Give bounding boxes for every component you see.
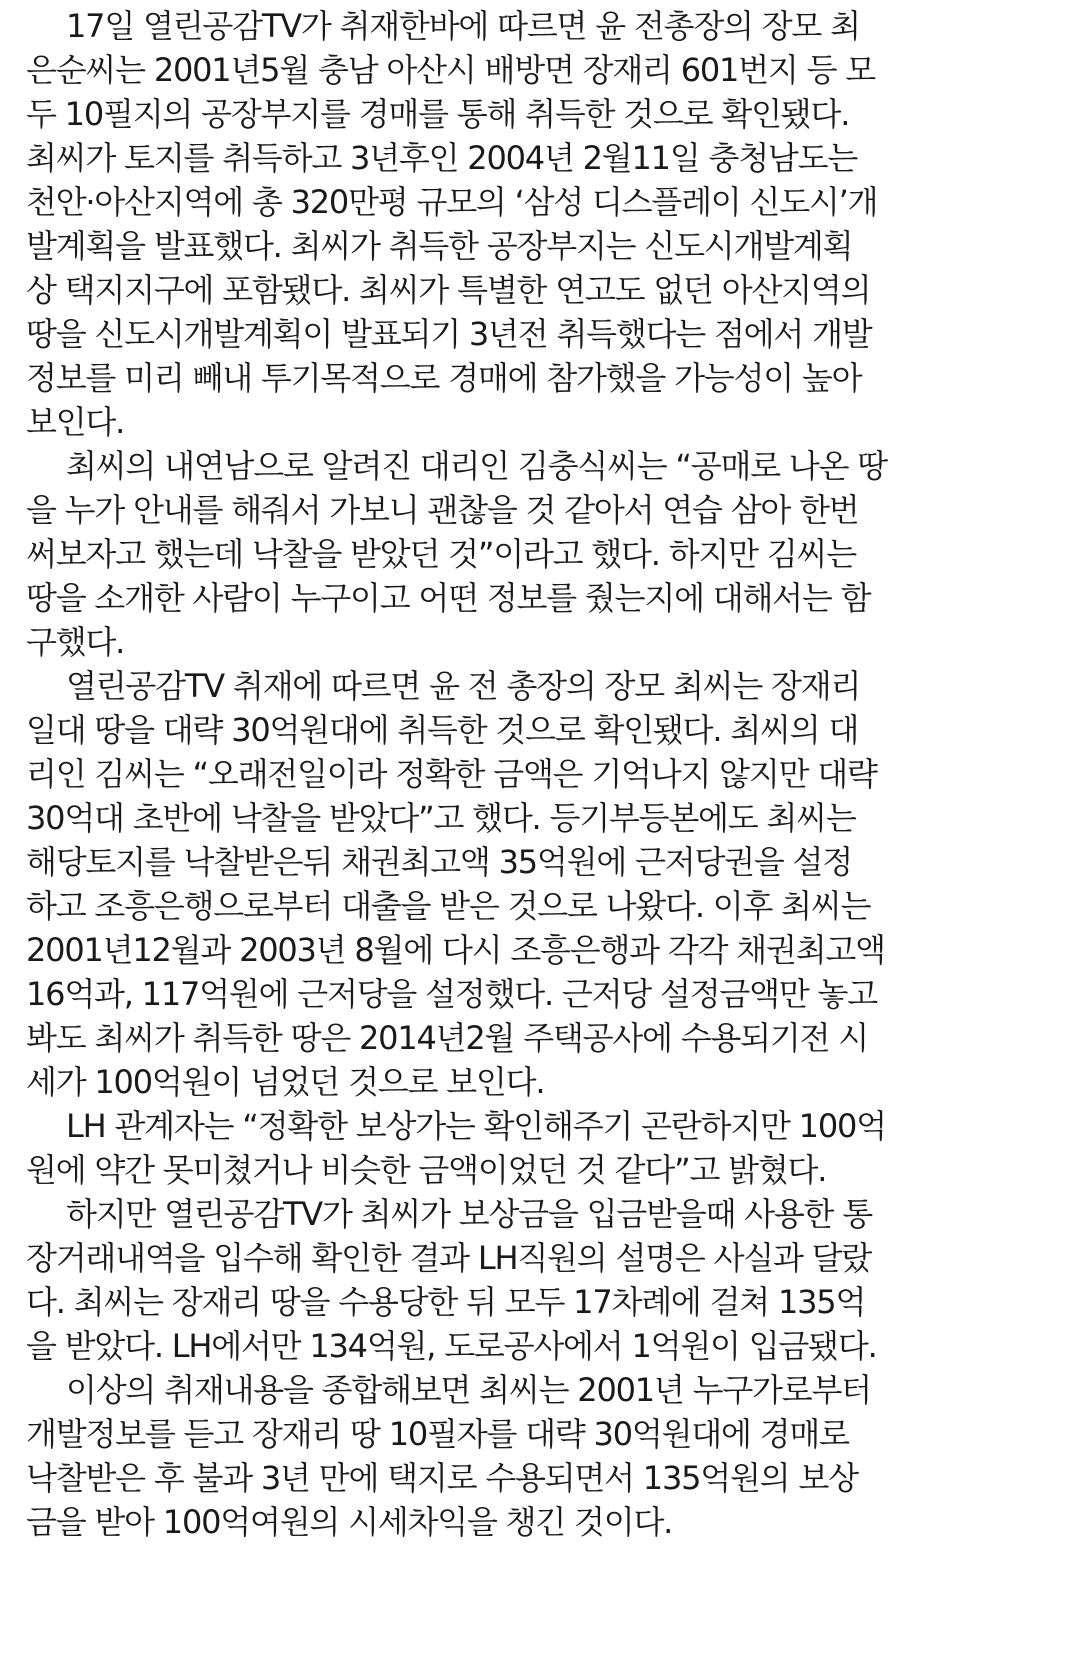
paragraph-line: 하고 조흥은행으로부터 대출을 받은 것으로 나왔다. 이후 최씨는 bbox=[26, 887, 871, 925]
paragraph-line: 세가 100억원이 넘었던 것으로 보인다. bbox=[26, 1063, 545, 1101]
article-body bbox=[26, 0, 1066, 1544]
paragraph-line: 땅을 신도시개발계획이 발표되기 3년전 취득했다는 점에서 개발 bbox=[26, 315, 872, 353]
paragraph-line: LH 관계자는 “정확한 보상가는 확인해주기 곤란하지만 100억 bbox=[66, 1107, 886, 1145]
paragraph-line: 열린공감TV 취재에 따르면 윤 전 총장의 장모 최씨는 장재리 bbox=[66, 667, 861, 705]
paragraph-line: 일대 땅을 대략 30억원대에 취득한 것으로 확인됐다. 최씨의 대 bbox=[26, 711, 859, 749]
paragraph-line: 발계획을 발표했다. 최씨가 취득한 공장부지는 신도시개발계획 bbox=[26, 227, 853, 265]
paragraph-line: 리인 김씨는 “오래전일이라 정확한 금액은 기억나지 않지만 대략 bbox=[26, 755, 877, 793]
paragraph-line: 땅을 소개한 사람이 누구이고 어떤 정보를 줬는지에 대해서는 함 bbox=[26, 579, 871, 617]
paragraph-line: 장거래내역을 입수해 확인한 결과 LH직원의 설명은 사실과 달랐 bbox=[26, 1239, 872, 1277]
paragraph-line: 을 누가 안내를 해줘서 가보니 괜찮을 것 같아서 연습 삼아 한번 bbox=[26, 491, 859, 529]
paragraph-line: 써보자고 했는데 낙찰을 받았던 것”이라고 했다. 하지만 김씨는 bbox=[26, 535, 856, 573]
paragraph-line: 개발정보를 듣고 장재리 땅 10필자를 대략 30억원대에 경매로 bbox=[26, 1415, 849, 1453]
paragraph-line: 금을 받아 100억여원의 시세차익을 챙긴 것이다. bbox=[26, 1503, 673, 1541]
paragraph-line: 해당토지를 낙찰받은뒤 채권최고액 35억원에 근저당권을 설정 bbox=[26, 843, 852, 881]
paragraph-line: 다. 최씨는 장재리 땅을 수용당한 뒤 모두 17차례에 걸쳐 135억 bbox=[26, 1283, 866, 1321]
paragraph-line: 두 10필지의 공장부지를 경매를 통해 취득한 것으로 확인됐다. bbox=[26, 95, 850, 133]
paragraph-line: 최씨가 토지를 취득하고 3년후인 2004년 2월11일 충청남도는 bbox=[26, 139, 858, 177]
paragraph-line: 원에 약간 못미쳤거나 비슷한 금액이었던 것 같다”고 밝혔다. bbox=[26, 1151, 827, 1189]
paragraph-line: 정보를 미리 빼내 투기목적으로 경매에 참가했을 가능성이 높아 bbox=[26, 359, 862, 397]
paragraph-line: 봐도 최씨가 취득한 땅은 2014년2월 주택공사에 수용되기전 시 bbox=[26, 1019, 868, 1057]
paragraph-line: 16억과, 117억원에 근저당을 설정했다. 근저당 설정금액만 놓고 bbox=[26, 975, 877, 1013]
paragraph-line: 천안·아산지역에 총 320만평 규모의 ‘삼성 디스플레이 신도시’개 bbox=[26, 183, 878, 221]
paragraph-line: 낙찰받은 후 불과 3년 만에 택지로 수용되면서 135억원의 보상 bbox=[26, 1459, 858, 1497]
paragraph-line: 2001년12월과 2003년 8월에 다시 조흥은행과 각각 채권최고액 bbox=[26, 931, 885, 969]
paragraph-line: 은순씨는 2001년5월 충남 아산시 배방면 장재리 601번지 등 모 bbox=[26, 51, 876, 89]
paragraph-line: 하지만 열린공감TV가 최씨가 보상금을 입금받을때 사용한 통 bbox=[66, 1195, 872, 1233]
paragraph-line: 30억대 초반에 낙찰을 받았다”고 했다. 등기부등본에도 최씨는 bbox=[26, 799, 856, 837]
paragraph-line: 최씨의 내연남으로 알려진 대리인 김충식씨는 “공매로 나온 땅 bbox=[66, 447, 887, 485]
paragraph-line: 구했다. bbox=[26, 623, 125, 661]
paragraph-line: 17일 열린공감TV가 취재한바에 따르면 윤 전총장의 장모 최 bbox=[66, 7, 860, 45]
paragraph-line: 이상의 취재내용을 종합해보면 최씨는 2001년 누구가로부터 bbox=[66, 1371, 871, 1409]
paragraph-line: 상 택지지구에 포함됐다. 최씨가 특별한 연고도 없던 아산지역의 bbox=[26, 271, 871, 309]
paragraph-line: 보인다. bbox=[26, 403, 125, 441]
paragraph-line: 을 받았다. LH에서만 134억원, 도로공사에서 1억원이 입금됐다. bbox=[26, 1327, 877, 1365]
